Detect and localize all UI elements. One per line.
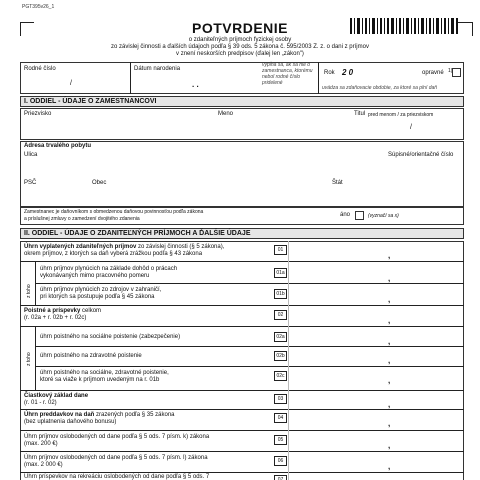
obdobie-note: uvádza sa zdaňovacie obdobie, za ktoré sa plní daň [322, 85, 438, 91]
section2-heading: II. ODDIEL - ÚDAJE O ZDANITEĽNÝCH PRÍJMOCH A ĎALŠIE ÚDAJE [24, 230, 251, 237]
ano-note: (vyznačí sa x) [368, 213, 399, 219]
ano-label: áno [340, 212, 351, 218]
ulica-label: Ulica [24, 152, 38, 158]
zamestnanec-line-1: Zamestnanec je daňovníkom s obmedzenou daňovou povinnosťou podľa zákona [24, 209, 204, 215]
form-code: PGT395v26_1 [22, 4, 55, 10]
meno-label: Meno [218, 111, 234, 117]
row-03-label: Čiastkový základ dane (r. 01 - r. 02) [24, 393, 89, 406]
row-07-code: 07 [274, 475, 287, 480]
subtitle-1: o zdaniteľných príjmoch fyzickej osoby [188, 37, 292, 43]
obec-label: Obec [92, 180, 107, 186]
subtitle-3: v znení neskorších predpisov (ďalej len „zákon") [176, 51, 304, 57]
row-06-code: 06 [274, 456, 287, 466]
row-01a-label: úhrn príjmov plynúcich na základe dohôd o prácach vykonávaných mimo pracovného pomeru [40, 266, 178, 279]
row-02c-code: 02c [274, 371, 287, 381]
row-05-decimal: , [388, 441, 391, 450]
address-box [20, 141, 464, 207]
titul-slash: / [410, 124, 412, 131]
psc-label: PSČ [24, 180, 37, 186]
rok-value: 2 0 [342, 68, 354, 77]
row-02-decimal: , [388, 316, 391, 325]
datum-note: vypĺňa sa, ak sa nie o zamestnanca, ktorému nebol rodné číslo pridelené [262, 62, 313, 86]
ano-checkbox[interactable] [355, 211, 364, 220]
row-04-label: Úhrn preddavkov na daň zrazených podľa § 35 zákona (bez uplatnenia daňového bonusu) [24, 412, 175, 425]
row-04-decimal: , [388, 419, 391, 428]
row-05-code: 05 [274, 435, 287, 445]
subtitle-2: zo závislej činnosti a ďalších údajoch podľa § 39 ods. 5 zákona č. 595/2003 Z. z. o dani z príjmov [111, 44, 369, 50]
row-02b-decimal: , [388, 356, 391, 365]
row-01-decimal: , [388, 251, 391, 260]
row-02-code: 02 [274, 310, 287, 320]
barcode [350, 18, 458, 34]
supisne-label: Súpisné/orientačné číslo [388, 152, 454, 158]
row-02b-label: úhrn poistného na zdravotné poistenie [40, 353, 142, 359]
row-07-label: Úhrn príspevkov na rekreáciu oslobodených od dane podľa § 5 ods. 7 [24, 474, 210, 480]
titul-label: Titul [354, 111, 366, 117]
priezvisko-label: Priezvisko [24, 111, 52, 117]
rodne-cislo-label: Rodné číslo [24, 66, 56, 72]
section1-heading: I. ODDIEL - ÚDAJE O ZAMESTNANCOVI [24, 98, 157, 105]
row-02a-code: 02a [274, 332, 287, 342]
row-03-code: 03 [274, 394, 287, 404]
row-01-label: Úhrn vyplatených zdaniteľných príjmov zo závislej činnosti (§ 5 zákona), okrem príjmov, z ktorých sa daň vyberá zrážkou podľa § 43 zákona [24, 244, 225, 257]
z-toho-label-1: z toho [26, 284, 32, 298]
row-06-label: Úhrn príjmov oslobodených od dane podľa § 5 ods. 7 písm. l) zákona (max. 2 000 €) [24, 455, 208, 468]
row-02c-label: úhrn poistného na sociálne, zdravotné poistenie, ktoré sa viaže k príjmom uvedeným na r. 01b [40, 370, 169, 383]
opravne-sup: 1) [448, 68, 453, 74]
zamestnanec-line-2: a príslušnej zmluvy o zamedzení dvojitého zdanenia [24, 216, 140, 222]
row-05-label: Úhrn príjmov oslobodených od dane podľa § 5 ods. 7 písm. k) zákona (max. 200 €) [24, 434, 210, 447]
row-02c-decimal: , [388, 376, 391, 385]
datum-dots: . . [192, 80, 199, 89]
row-01a-code: 01a [274, 268, 287, 278]
row-04-code: 04 [274, 413, 287, 423]
titul-note: pred menom / za priezviskom [368, 112, 434, 118]
document-title: POTVRDENIE [191, 20, 288, 36]
row-01a-decimal: , [388, 274, 391, 283]
rodne-cislo-slash: / [70, 80, 72, 87]
adresa-heading: Adresa trvalého pobytu [24, 143, 92, 149]
row-01-code: 01 [274, 245, 287, 255]
row-02a-label: úhrn poistného na sociálne poistenie (zabezpečenie) [40, 334, 181, 340]
row-02-label: Poistné a príspevky celkom (r. 02a + r. 02b + r. 02c) [24, 308, 102, 321]
datum-narodenia-label: Dátum narodenia [134, 66, 181, 72]
rok-label: Rok [324, 70, 335, 76]
row-03-decimal: , [388, 400, 391, 409]
row-02b-code: 02b [274, 351, 287, 361]
row-02a-decimal: , [388, 337, 391, 346]
stat-label: Štát [332, 180, 343, 186]
z-toho-label-2: z toho [26, 352, 32, 366]
row-01b-code: 01b [274, 289, 287, 299]
opravne-checkbox[interactable] [452, 68, 461, 77]
row-01b-decimal: , [388, 295, 391, 304]
row-01b-label: úhrn príjmov plynúcich zo zdrojov v zahraničí, pri ktorých sa postupuje podľa § 45 zákona [40, 287, 162, 300]
opravne-label: opravné [422, 70, 444, 76]
row-06-decimal: , [388, 462, 391, 471]
